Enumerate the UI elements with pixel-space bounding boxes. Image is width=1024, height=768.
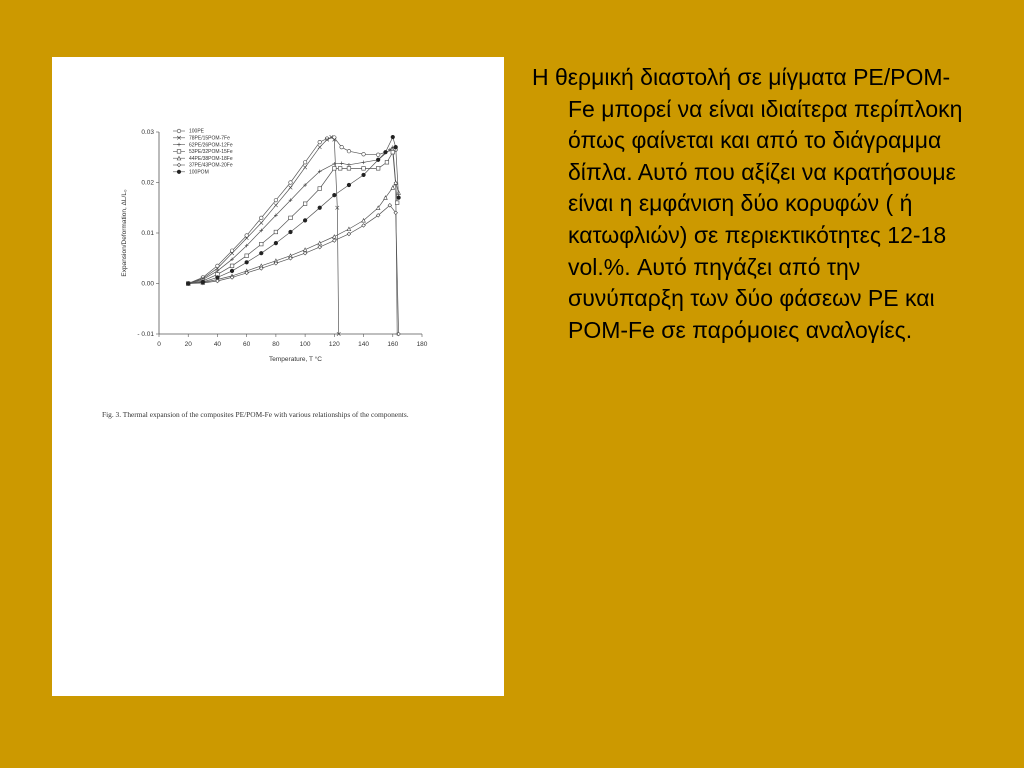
legend-label: 44PE/38POM-18Fe <box>189 155 233 162</box>
data-point <box>274 198 278 202</box>
data-point <box>303 161 307 165</box>
figure-caption: Fig. 3. Thermal expansion of the composites PE/POM-Fe with various relationships of the components. <box>102 410 409 419</box>
data-point <box>362 152 366 156</box>
y-tick-label: 0.02 <box>141 179 154 187</box>
series-line <box>188 205 398 334</box>
data-point <box>347 227 351 231</box>
legend-label: 100PE <box>189 128 205 135</box>
data-point <box>362 161 366 165</box>
data-point <box>230 264 234 268</box>
data-point <box>303 202 307 206</box>
y-tick-label: 0.01 <box>141 230 154 238</box>
data-point <box>259 221 263 225</box>
data-point <box>216 276 220 280</box>
data-point <box>318 245 322 249</box>
data-point <box>177 143 181 147</box>
data-point <box>303 219 307 223</box>
data-point <box>259 216 263 220</box>
x-tick-label: 20 <box>184 341 192 348</box>
data-point <box>347 149 351 153</box>
x-tick-label: 100 <box>299 341 311 348</box>
data-point <box>385 161 389 165</box>
data-point <box>177 163 181 167</box>
data-point <box>391 135 395 139</box>
y-tick-label: - 0.01 <box>137 331 154 339</box>
data-point <box>391 186 395 190</box>
data-point <box>376 167 380 171</box>
legend-label: 53PE/32POM-15Fe <box>189 149 233 156</box>
data-point <box>230 269 234 273</box>
slide-bullet-text: Η θερμική διαστολή σε μίγματα PE/POM-Fe μπορεί να είναι ιδιαίτερα περίπλοκη όπως φαίνεται και από το διάγραμμα δίπλα. Αυτό που αξίζει να κρατήσουμε είναι η εμφάνιση δύο κορυφών ( ή κατωφλιών) σε περιεκτικότητες 12-18 vol.%. Αυτό πηγάζει από την συνύπαρξη των δύο φάσεων PE και POM-Fe σε παρόμοιες αναλογίες. <box>532 64 963 343</box>
data-point <box>333 235 337 239</box>
data-point <box>338 167 342 171</box>
data-point <box>303 251 307 255</box>
data-point <box>245 254 249 258</box>
y-tick-label: 0.00 <box>141 280 154 288</box>
x-tick-label: 80 <box>272 341 280 348</box>
legend-label: 100POM <box>189 169 209 176</box>
data-point <box>340 145 344 149</box>
data-point <box>340 162 344 166</box>
data-point <box>397 196 401 200</box>
figure-panel <box>52 57 504 696</box>
data-point <box>289 186 293 190</box>
data-point <box>303 248 307 252</box>
data-point <box>347 163 351 167</box>
data-point <box>177 129 181 133</box>
data-point <box>245 260 249 264</box>
data-point <box>395 201 399 205</box>
data-point <box>274 241 278 245</box>
data-point <box>177 150 181 154</box>
data-point <box>274 230 278 234</box>
data-point <box>274 203 278 207</box>
data-point <box>318 140 322 144</box>
legend-label: 37PE/43POM-20Fe <box>189 162 233 169</box>
x-tick-label: 40 <box>213 341 222 348</box>
data-point <box>259 242 263 246</box>
data-point <box>289 216 293 220</box>
data-point <box>201 280 205 284</box>
data-point <box>186 282 190 286</box>
legend-label: 78PE/15POM-7Fe <box>189 135 230 142</box>
data-point <box>347 183 351 187</box>
data-point <box>394 145 398 149</box>
x-tick-label: 180 <box>416 341 428 348</box>
x-tick-label: 60 <box>243 341 251 348</box>
data-point <box>318 187 322 191</box>
data-point <box>333 193 337 197</box>
data-point <box>318 206 322 210</box>
x-axis-title: Temperature, T °C <box>269 356 322 363</box>
y-tick-label: 0.03 <box>141 129 154 137</box>
data-point <box>289 181 293 185</box>
data-point <box>347 167 351 171</box>
x-tick-label: 160 <box>387 341 399 348</box>
legend-label: 62PE/26POM-12Fe <box>189 142 233 149</box>
data-point <box>362 173 366 177</box>
x-tick-label: 120 <box>328 341 340 348</box>
data-point <box>259 251 263 255</box>
data-point <box>384 150 388 154</box>
data-point <box>347 232 351 236</box>
data-point <box>376 153 380 157</box>
data-point <box>391 150 395 154</box>
data-point <box>289 230 293 234</box>
slide-body-text <box>532 62 972 346</box>
data-point <box>318 145 322 149</box>
series-line <box>188 147 397 334</box>
data-point <box>318 241 322 245</box>
data-point <box>333 167 337 171</box>
data-point <box>362 167 366 171</box>
y-axis-title: Expansion/Deformation, ΔL/L₀ <box>121 189 128 277</box>
thermal-expansion-chart <box>52 57 504 696</box>
data-point <box>303 166 307 170</box>
data-point <box>333 239 337 243</box>
x-tick-label: 0 <box>157 341 161 348</box>
data-point <box>376 158 380 162</box>
x-tick-label: 140 <box>358 341 369 348</box>
data-point <box>177 170 181 174</box>
